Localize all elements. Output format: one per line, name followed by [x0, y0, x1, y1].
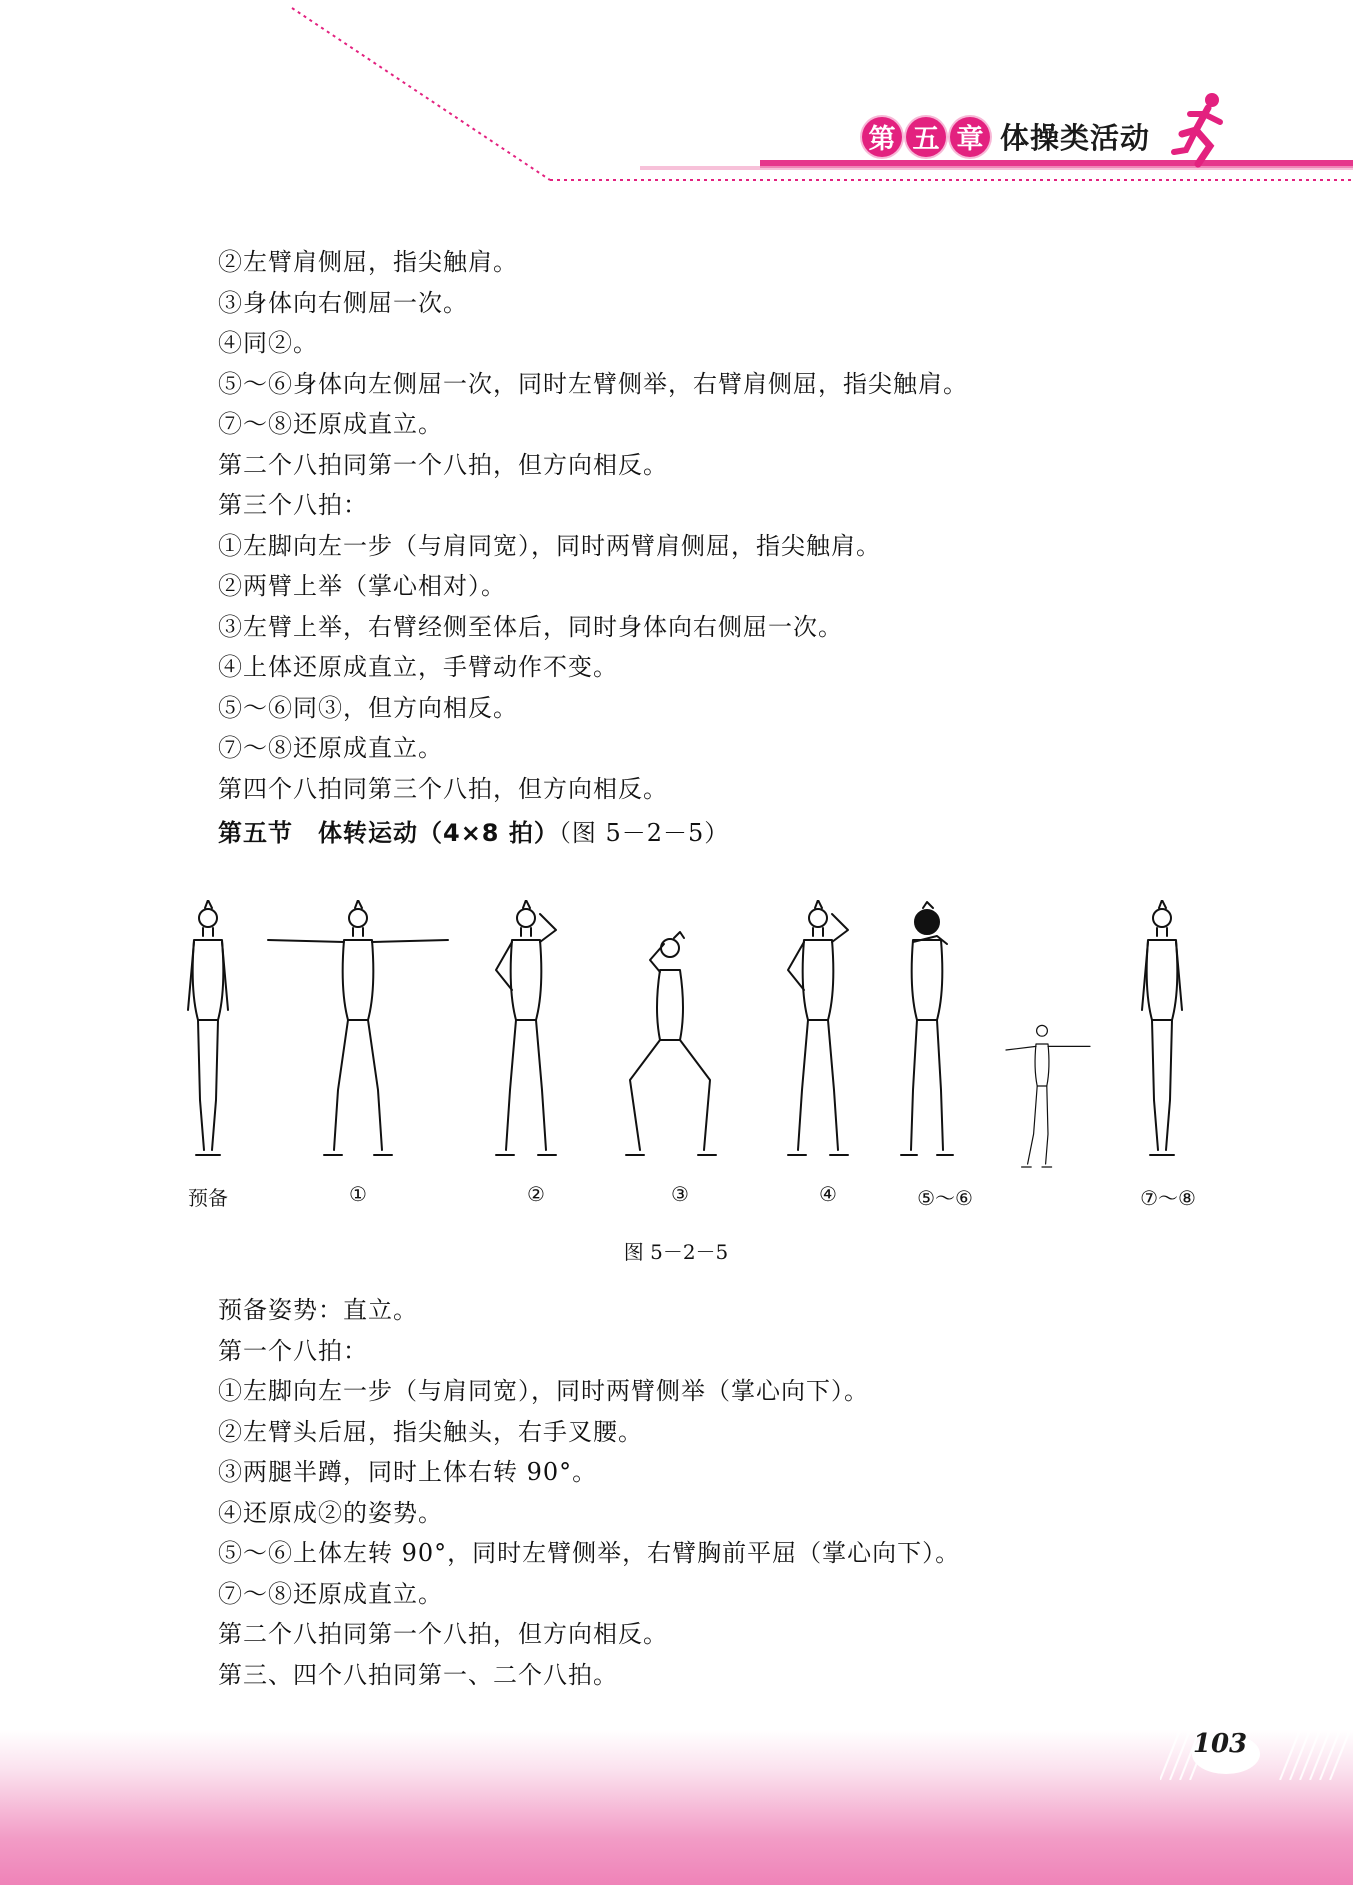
chapter-badge: 第 — [862, 117, 902, 157]
figure-label: ⑦～⑧ — [1140, 1186, 1196, 1210]
footer-band — [0, 1730, 1353, 1885]
paragraph: ③两腿半蹲，同时上体右转 90°。 — [218, 1458, 598, 1486]
paragraph: ④同②。 — [218, 329, 318, 357]
section-title: 第五节 体转运动（4×8 拍） — [218, 819, 559, 847]
paragraph: ⑦～⑧还原成直立。 — [218, 1579, 443, 1608]
figure-label: 预备 — [188, 1186, 228, 1210]
paragraph: ②左臂头后屈，指尖触头，右手叉腰。 — [218, 1417, 643, 1446]
figure-label: ① — [349, 1182, 367, 1206]
page-number: 103 — [1192, 1729, 1248, 1759]
paragraph: ④还原成②的姿势。 — [218, 1498, 443, 1527]
figure-label: ② — [527, 1182, 545, 1206]
chapter-heading — [862, 116, 1150, 157]
paragraph: 第二个八拍同第一个八拍，但方向相反。 — [218, 1620, 668, 1648]
paragraph: 第四个八拍同第三个八拍，但方向相反。 — [218, 774, 668, 803]
figure-side-small — [1006, 1025, 1090, 1167]
figure-hand-on-head — [496, 900, 556, 1155]
paragraph: ⑤～⑥同③，但方向相反。 — [218, 693, 518, 722]
paragraph: 第二个八拍同第一个八拍，但方向相反。 — [218, 450, 668, 479]
paragraph: 第三个八拍： — [218, 491, 368, 519]
figure-caption: 图 5－2－5 — [623, 1240, 729, 1264]
paragraph: ⑦～⑧还原成直立。 — [218, 410, 443, 438]
figure-reference: （图 5－2－5） — [558, 819, 730, 847]
figure-turn-back — [901, 902, 953, 1155]
figure-standing-end — [1142, 900, 1182, 1155]
paragraph: 预备姿势：直立。 — [218, 1296, 418, 1324]
figure-label: ⑤～⑥ — [917, 1186, 973, 1210]
runner-icon — [1170, 90, 1230, 170]
exercise-figure — [150, 900, 1230, 1180]
paragraph: ③身体向右侧屈一次。 — [218, 288, 468, 317]
paragraph: ⑦～⑧还原成直立。 — [218, 734, 443, 762]
header-decoration — [0, 0, 1353, 200]
paragraph: 第一个八拍： — [218, 1336, 368, 1365]
chapter-badge: 五 — [906, 117, 946, 157]
paragraph: ①左脚向左一步（与肩同宽），同时两臂侧举（掌心向下）。 — [218, 1377, 869, 1405]
figure-standing — [188, 900, 228, 1155]
chapter-title: 体操类活动 — [1000, 121, 1151, 155]
section-heading — [218, 813, 729, 848]
figure-label: ④ — [819, 1182, 837, 1206]
paragraph: ③左臂上举，右臂经侧至体后，同时身体向右侧屈一次。 — [218, 612, 843, 641]
text-block-bottom — [218, 1290, 1138, 1695]
paragraph: 第三、四个八拍同第一、二个八拍。 — [218, 1660, 618, 1689]
figure-hand-on-head-2 — [788, 900, 848, 1155]
figure-half-squat — [626, 932, 716, 1155]
paragraph: ⑤～⑥上体左转 90°，同时左臂侧举，右臂胸前平屈（掌心向下）。 — [218, 1539, 961, 1567]
paragraph: ⑤～⑥身体向左侧屈一次，同时左臂侧举，右臂肩侧屈，指尖触肩。 — [218, 369, 968, 398]
figure-label: ③ — [671, 1182, 689, 1206]
paragraph: ②左臂肩侧屈，指尖触肩。 — [218, 248, 518, 276]
paragraph: ④上体还原成直立，手臂动作不变。 — [218, 653, 618, 681]
chapter-badge: 章 — [950, 117, 990, 157]
paragraph: ①左脚向左一步（与肩同宽），同时两臂肩侧屈，指尖触肩。 — [218, 531, 881, 560]
paragraph: ②两臂上举（掌心相对）。 — [218, 572, 506, 600]
figure-arms-out — [268, 900, 448, 1155]
text-block-top — [218, 242, 1138, 809]
